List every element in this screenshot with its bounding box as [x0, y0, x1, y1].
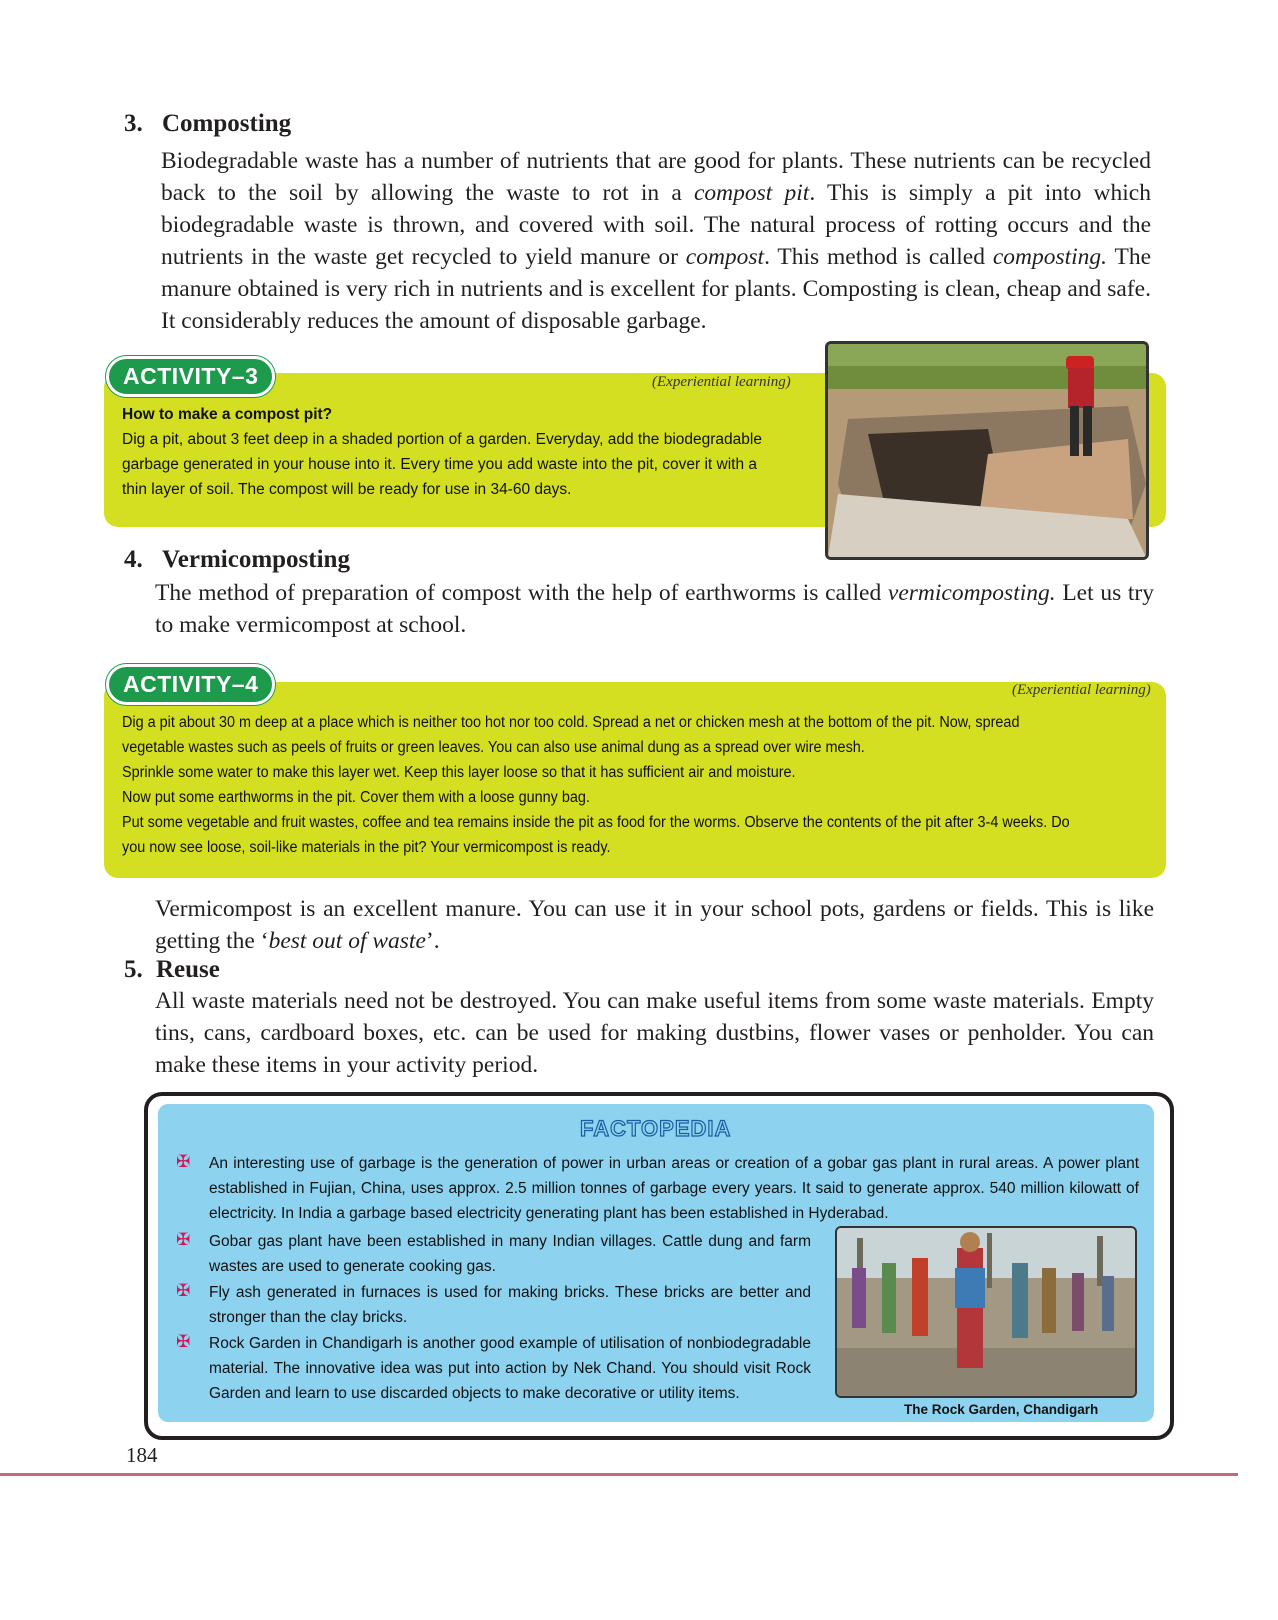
activity-3-note: (Experiential learning): [652, 374, 791, 390]
term-vermicomposting: vermicomposting.: [887, 580, 1056, 606]
maltese-cross-icon: ✠: [176, 1230, 191, 1250]
text-run: Vermicompost is an excellent manure. You can use it in your school pots, gardens or fields. This is like getting the ‘: [155, 896, 1154, 954]
fact-item: Fly ash generated in furnaces is used for making bricks. These bricks are better and stronger than the clay bricks.: [209, 1284, 811, 1326]
activity-4-line: you now see loose, soil-like materials in the pit? Your vermicompost is ready.: [122, 839, 611, 856]
activity-3-text: [122, 402, 822, 502]
section-number: 3.: [124, 110, 143, 137]
activity-4-line: Put some vegetable and fruit wastes, coffee and tea remains inside the pit as food for the worms. Observe the contents of the pit after 3-4 weeks. Do: [122, 814, 1070, 831]
activity-3-line: Dig a pit, about 3 feet deep in a shaded portion of a garden. Everyday, add the biodegradable: [122, 431, 762, 448]
vermicompost-paragraph: [155, 893, 1154, 957]
term-best-out-of-waste: best out of waste: [268, 928, 426, 954]
maltese-cross-icon: ✠: [176, 1332, 191, 1352]
section-title: Vermicomposting: [162, 546, 350, 573]
composting-heading: [124, 110, 291, 138]
section-title: Reuse: [156, 956, 220, 983]
activity-4-line: Dig a pit about 30 m deep at a place which is neither too hot nor too cold. Spread a net or chicken mesh at the bottom of the pit. Now, spread: [122, 714, 1020, 731]
rock-garden-image: [837, 1228, 1135, 1396]
vermicomposting-paragraph: [155, 577, 1154, 641]
text-run: The method of preparation of compost with the help of earthworms is called: [155, 580, 888, 606]
activity-3-tag: ACTIVITY–3: [106, 356, 275, 397]
activity-3-line: garbage generated in your house into it. Every time you add waste into the pit, cover it with a: [122, 456, 758, 473]
activity-4-note: (Experiential learning): [1012, 682, 1151, 698]
composting-paragraph: [161, 145, 1151, 337]
vermicomposting-heading: [124, 546, 350, 574]
term-compost-pit: compost pit: [693, 180, 810, 206]
text-run: . This is simply a pit into which biodegradable waste is thrown, and covered with soil. The natural process of rotting occurs and the nutrients in the waste get recycled to yield manure or: [161, 180, 1151, 270]
text-run: . This method is called: [764, 244, 993, 270]
fact-item: An interesting use of garbage is the generation of power in urban areas or creation of a gobar gas plant in rural areas. A power plant established in Fujian, China, uses approx. 2.5 million tonnes of garbage every years. It said to generate approx. 540 million kilowatt of electricity. In India a garbage based electricity generating plant has been established in Hyderabad.: [209, 1155, 1139, 1222]
fact-item: Rock Garden in Chandigarh is another good example of utilisation of nonbiodegradable material. The innovative idea was put into action by Nek Chand. You should visit Rock Garden and learn to use discarded objects to make decorative or utility items.: [209, 1335, 811, 1402]
text-run: Let us try to make vermicompost at school.: [155, 580, 1154, 638]
section-number: 5.: [124, 956, 143, 983]
activity-4-line: Now put some earthworms in the pit. Cover them with a loose gunny bag.: [122, 789, 590, 806]
activity-3-question: How to make a compost pit?: [122, 406, 333, 423]
activity-4-line: vegetable wastes such as peels of fruits or green leaves. You can also use animal dung as a spread over wire mesh.: [122, 739, 865, 756]
text-run: Biodegradable waste has a number of nutrients that are good for plants. These nutrients can be recycled back to the soil by allowing the waste to rot in a: [161, 148, 1151, 206]
activity-4-line: Sprinkle some water to make this layer wet. Keep this layer loose so that it has sufficient air and moisture.: [122, 764, 796, 781]
page-number: 184: [126, 1443, 158, 1467]
rock-garden-photo: [835, 1226, 1137, 1398]
photo-caption: The Rock Garden, Chandigarh: [904, 1402, 1099, 1417]
compost-pit-photo: [825, 341, 1149, 560]
activity-4-text: [122, 710, 1089, 860]
maltese-cross-icon: ✠: [176, 1281, 191, 1301]
maltese-cross-icon: ✠: [176, 1152, 191, 1172]
factopedia-title: FACTOPEDIA: [580, 1116, 732, 1141]
reuse-paragraph: All waste materials need not be destroyed. You can make useful items from some waste materials. Empty tins, cans, cardboard boxes, etc. can be used for making dustbins, flower vases or penholder. You can make these items in your activity period.: [155, 988, 1154, 1078]
section-title: Composting: [162, 110, 292, 137]
text-run: The manure obtained is very rich in nutrients and is excellent for plants. Composting is clean, cheap and safe. It considerably reduces the amount of disposable garbage.: [161, 244, 1152, 334]
activity-3-line: thin layer of soil. The compost will be ready for use in 34-60 days.: [122, 481, 572, 498]
compost-pit-image: [828, 344, 1146, 557]
text-run: ’.: [425, 928, 440, 954]
activity-4-tag: ACTIVITY–4: [106, 664, 275, 705]
fact-item: Gobar gas plant have been established in many Indian villages. Cattle dung and farm wastes are used to generate cooking gas.: [209, 1233, 811, 1275]
term-composting: composting.: [992, 244, 1108, 270]
term-compost: compost: [685, 244, 765, 270]
section-number: 4.: [124, 546, 143, 573]
footer-rule: [0, 1473, 1238, 1476]
reuse-heading: [124, 956, 220, 984]
